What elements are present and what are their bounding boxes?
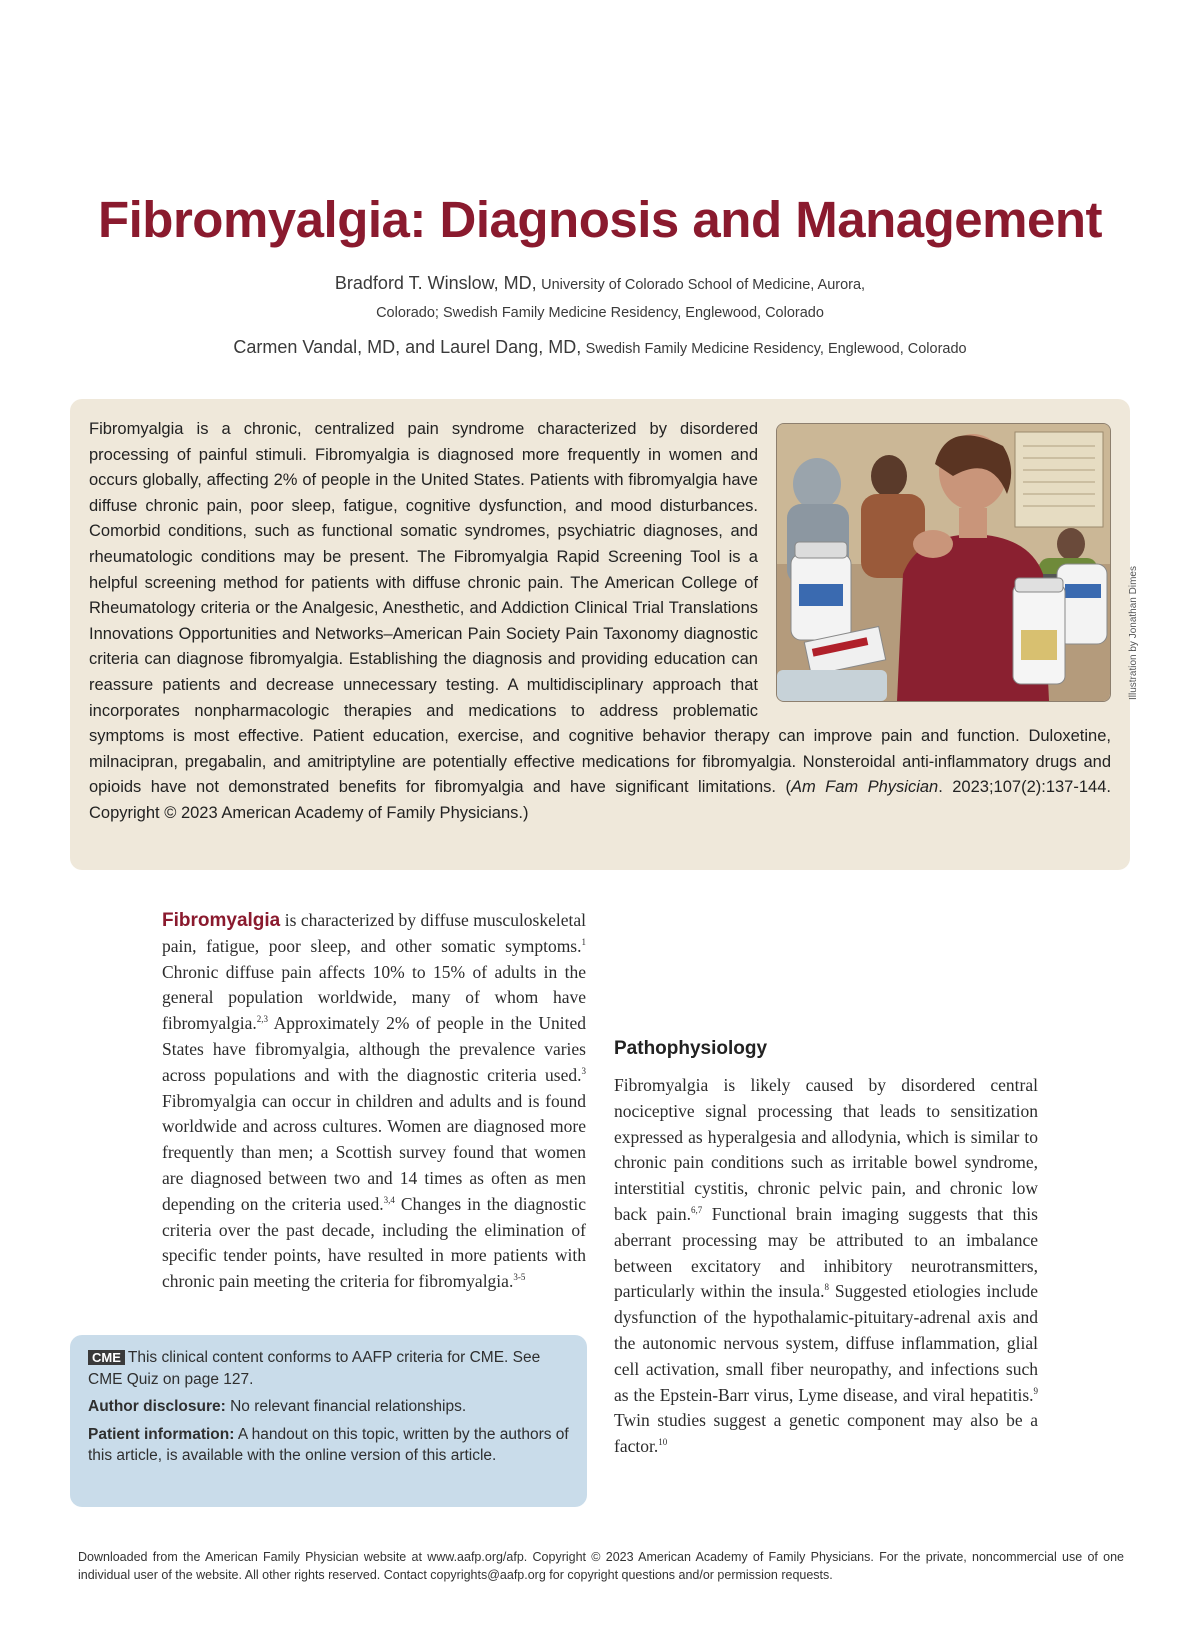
disclosure-label: Author disclosure: xyxy=(88,1398,226,1415)
body-column-right xyxy=(614,908,1038,1460)
cme-text: This clinical content conforms to AAFP criteria for CME. See CME Quiz on page 127. xyxy=(88,1349,541,1388)
citation-details: . 2023;107(2):137-144. Copyright © 2023 American Academy of Family Physicians.) xyxy=(89,778,1111,822)
pathophysiology-paragraph: Fibromyalgia is likely caused by disordered central nociceptive signal processing that leads to sensitization expressed as hyperalgesia and allodynia, which is similar to chronic pain conditions such as irritable bowel syndrome, interstitial cystitis, chronic pelvic pain, and chronic low back pain.$^{6,7}$ Functional brain imaging suggests that this aberrant processing may be attributed to an imbalance between excitatory and inhibitory neurotransmitters, particularly within the insula.$^8$ Suggested etiologies include dysfunction of the hypothalamic-pituitary-adrenal axis and the autonomic nervous system, diffuse inflammation, glial cell activation, small fiber neuropathy, and infections such as the Epstein-Barr virus, Lyme disease, and viral hepatitis.$^9$ Twin studies suggest a genetic component may also be a factor.$^{10}$ xyxy=(614,1075,1038,1457)
author-affiliation: Swedish Family Medicine Residency, Englewood, Colorado xyxy=(585,341,967,357)
author-name: Bradford T. Winslow, MD, xyxy=(334,273,537,293)
patient-info-label: Patient information: xyxy=(88,1425,235,1443)
disclosure-text: No relevant financial relationships. xyxy=(225,1398,467,1415)
article-title: Fibromyalgia: Diagnosis and Management xyxy=(97,191,1102,248)
abstract-illustration xyxy=(776,423,1111,702)
body-column-left xyxy=(162,908,586,1295)
illustration-credit: Illustration by Jonathan Dimes xyxy=(1128,566,1139,700)
citation-journal: Am Fam Physician xyxy=(790,778,939,797)
section-heading-pathophysiology: Pathophysiology xyxy=(614,1038,768,1059)
copyright-footer: Downloaded from the American Family Physician website at www.aafp.org/afp. Copyright © 2023 American Academy of Family Physicians. For the private, noncommercial use of one individual user of the website. All other rights reserved. Contact copyrights@aafp.org for copyright questions and/or permission requests. xyxy=(78,1550,1124,1582)
patient-info-text: A handout on this topic, written by the authors of this article, is available with the online version of this article. xyxy=(88,1425,569,1464)
intro-paragraph: Fibromyalgia is characterized by diffuse musculoskeletal pain, fatigue, poor sleep, and other somatic symptoms.$^1$ Chronic diffuse pain affects 10% to 15% of adults in the general population worldwide, many of whom have fibromyalgia.$^{2,3}$ Approximately 2% of people in the United States have fibromyalgia, although the prevalence varies across populations and with the diagnostic criteria used.$^3$ Fibromyalgia can occur in children and adults and is found worldwide and across cultures. Women are diagnosed more frequently than men; a Scottish survey found that women are diagnosed between two and 14 times as often as men depending on the criteria used.$^{3,4}$ Changes in the diagnostic criteria over the past decade, including the elimination of specific tender points, have resulted in more patients with chronic pain meeting the criteria for fibromyalgia.$^{3-5}$ xyxy=(162,910,586,1292)
cme-info-box xyxy=(70,1335,587,1507)
abstract-text: Fibromyalgia is a chronic, centralized pain syndrome characterized by disordered processing of painful stimuli. Fibromyalgia is diagnosed more frequently in women and occurs globally, affecting 2% of people in the United States. Patients with fibromyalgia have diffuse chronic pain, poor sleep, fatigue, cognitive dysfunction, and mood disturbances. Comorbid conditions, such as functional somatic syndromes, psychiatric diagnoses, and rheumatologic conditions may be present. The Fibromyalgia Rapid Screening Tool is a helpful screening method for patients with diffuse chronic pain. The American College of Rheumatology criteria or the Analgesic, Anesthetic, and Addiction Clinical Trial Translations Innovations Opportunities and Networks–American Pain Society Pain Taxonomy diagnostic criteria can diagnose fibromyalgia. Establishing the diagnosis and providing education can reassure patients and decrease unnecessary testing. A multidisciplinary approach that incorporates nonpharmacologic therapies and medications to address problematic symptoms is most effective. Patient education, exercise, and cognitive behavior therapy can improve pain and function. Duloxetine, milnacipran, pregabalin, and amitriptyline are potentially effective medications for fibromyalgia. Nonsteroidal anti-inflammatory drugs and opioids have not demonstrated benefits for fibromyalgia and have significant limitations. (Am Fam Physician. 2023;107(2):137-144. Copyright © 2023 American Academy of Family Physicians.) xyxy=(89,420,1111,822)
cme-badge: CME xyxy=(88,1350,125,1365)
lead-word: Fibromyalgia xyxy=(162,910,281,931)
author-name: Carmen Vandal, MD, and Laurel Dang, MD, xyxy=(233,337,582,357)
abstract-box xyxy=(70,399,1130,870)
author-block xyxy=(0,270,1200,362)
author-affiliation: Colorado; Swedish Family Medicine Residency, Englewood, Colorado xyxy=(376,305,824,321)
author-affiliation: University of Colorado School of Medicine, Aurora, xyxy=(541,277,866,293)
